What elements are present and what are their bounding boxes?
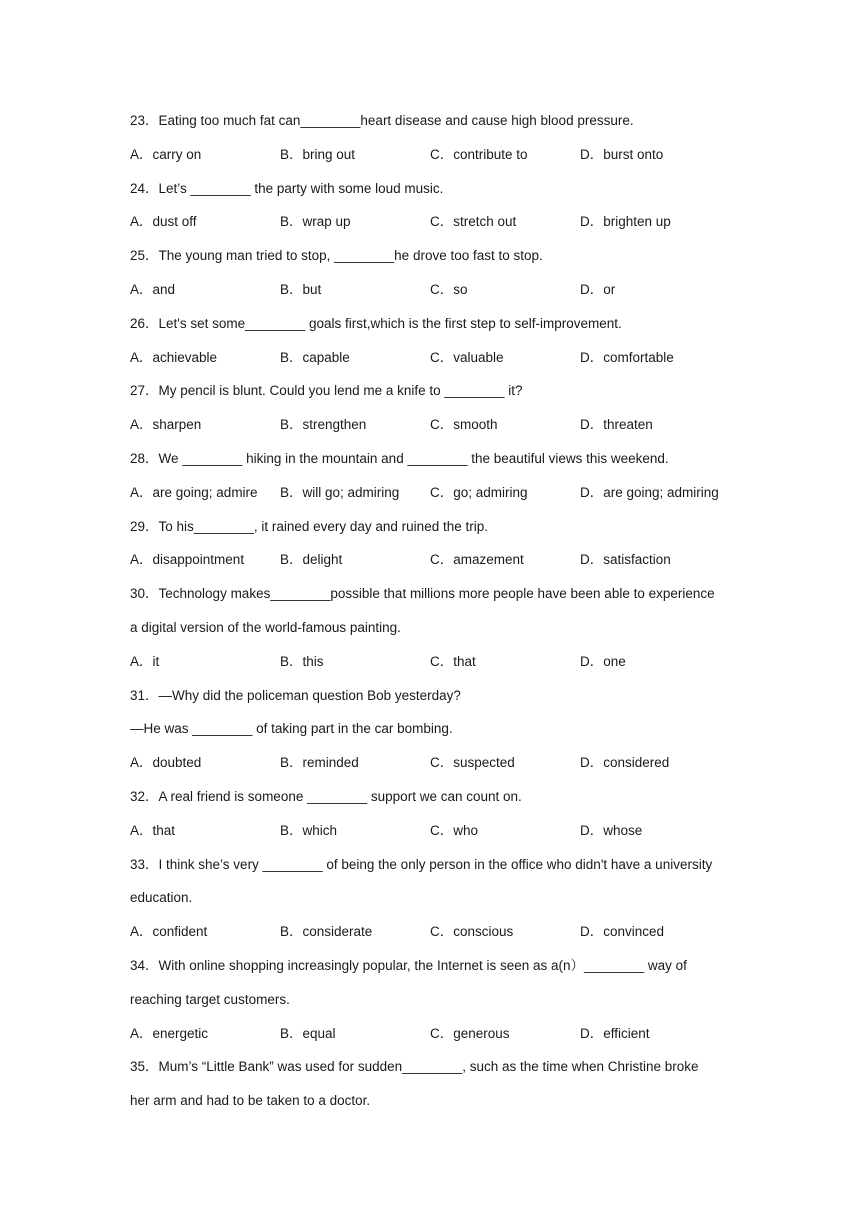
answer-option[interactable]: C．that bbox=[430, 653, 476, 669]
answer-option[interactable]: B．capable bbox=[280, 349, 350, 365]
answer-option[interactable]: A．confident bbox=[130, 924, 208, 940]
answer-option[interactable]: A．that bbox=[130, 822, 176, 838]
question-item bbox=[130, 949, 740, 1050]
answer-options bbox=[130, 341, 740, 375]
answer-option[interactable]: D．convinced bbox=[580, 924, 665, 940]
answer-option[interactable]: D．considered bbox=[580, 755, 670, 771]
answer-option[interactable]: A．sharpen bbox=[130, 417, 202, 433]
answer-option[interactable]: C．smooth bbox=[430, 417, 498, 433]
question-stem-line: reaching target customers. bbox=[130, 991, 290, 1007]
answer-option[interactable]: B．which bbox=[280, 822, 338, 838]
question-item bbox=[130, 239, 740, 307]
answer-option[interactable]: A．and bbox=[130, 281, 176, 297]
question-stem-line: 25．The young man tried to stop, ________he drove too fast to stop. bbox=[130, 248, 543, 264]
question-stem-line: 29．To his________, it rained every day and ruined the trip. bbox=[130, 518, 488, 534]
answer-option[interactable]: D．threaten bbox=[580, 417, 653, 433]
answer-option[interactable]: C．valuable bbox=[430, 349, 504, 365]
answer-option[interactable]: B．bring out bbox=[280, 146, 356, 162]
answer-option[interactable]: B．equal bbox=[280, 1025, 336, 1041]
answer-option[interactable]: A．achievable bbox=[130, 349, 218, 365]
answer-options bbox=[130, 645, 740, 679]
answer-options bbox=[130, 543, 740, 577]
answer-option[interactable]: D．are going; admiring bbox=[580, 484, 719, 500]
answer-option[interactable]: A．are going; admire bbox=[130, 484, 258, 500]
answer-option[interactable]: B．reminded bbox=[280, 755, 359, 771]
answer-option[interactable]: A．energetic bbox=[130, 1025, 209, 1041]
question-list bbox=[130, 104, 740, 1118]
question-stem-line: 33．I think she’s very ________ of being the only person in the office who didn't have a university bbox=[130, 856, 713, 872]
answer-option[interactable]: A．doubted bbox=[130, 755, 202, 771]
answer-options bbox=[130, 746, 740, 780]
question-stem-line: 34．With online shopping increasingly popular, the Internet is seen as a(n）________ way of bbox=[130, 957, 687, 973]
question-item bbox=[130, 780, 740, 848]
question-stem-line: 26．Let's set some________ goals first,which is the first step to self-improvement. bbox=[130, 315, 622, 331]
question-stem-line: 30．Technology makes________possible that millions more people have been able to experience bbox=[130, 586, 715, 602]
answer-options bbox=[130, 408, 740, 442]
question-stem-line: 31．—Why did the policeman question Bob yesterday? bbox=[130, 687, 461, 703]
question-stem-line: 27．My pencil is blunt. Could you lend me a knife to ________ it? bbox=[130, 383, 523, 399]
answer-option[interactable]: C．amazement bbox=[430, 552, 524, 568]
answer-options bbox=[130, 205, 740, 239]
answer-option[interactable]: C．who bbox=[430, 822, 479, 838]
answer-option[interactable]: D．burst onto bbox=[580, 146, 664, 162]
question-item bbox=[130, 679, 740, 780]
answer-option[interactable]: D．one bbox=[580, 653, 626, 669]
question-stem-line: 32．A real friend is someone ________ support we can count on. bbox=[130, 788, 522, 804]
answer-options bbox=[130, 915, 740, 949]
question-stem-line: a digital version of the world-famous painting. bbox=[130, 619, 401, 635]
question-stem-line: 35．Mum’s “Little Bank” was used for sudden________, such as the time when Christine broke bbox=[130, 1059, 699, 1075]
question-item bbox=[130, 104, 740, 172]
answer-option[interactable]: A．dust off bbox=[130, 214, 197, 230]
answer-option[interactable]: C．conscious bbox=[430, 924, 514, 940]
question-item bbox=[130, 374, 740, 442]
answer-options bbox=[130, 476, 740, 510]
question-stem-line: education. bbox=[130, 890, 193, 906]
answer-option[interactable]: D．whose bbox=[580, 822, 643, 838]
question-item bbox=[130, 172, 740, 240]
answer-options bbox=[130, 138, 740, 172]
answer-option[interactable]: C．stretch out bbox=[430, 214, 517, 230]
question-stem-line: 23．Eating too much fat can________heart disease and cause high blood pressure. bbox=[130, 113, 634, 128]
question-stem-line: 28．We ________ hiking in the mountain and ________ the beautiful views this weekend. bbox=[130, 450, 669, 466]
answer-option[interactable]: B．considerate bbox=[280, 924, 373, 940]
answer-option[interactable]: B．will go; admiring bbox=[280, 484, 400, 500]
answer-option[interactable]: C．go; admiring bbox=[430, 484, 528, 500]
question-item bbox=[130, 1050, 740, 1118]
answer-option[interactable]: D．efficient bbox=[580, 1025, 650, 1041]
answer-option[interactable]: A．disappointment bbox=[130, 552, 245, 568]
answer-option[interactable]: B．delight bbox=[280, 552, 343, 568]
answer-options bbox=[130, 1017, 740, 1051]
question-item bbox=[130, 510, 740, 578]
answer-option[interactable]: B．but bbox=[280, 281, 322, 297]
answer-options bbox=[130, 814, 740, 848]
answer-option[interactable]: D．or bbox=[580, 281, 616, 297]
question-stem-line: —He was ________ of taking part in the car bombing. bbox=[130, 721, 453, 737]
answer-option[interactable]: B．strengthen bbox=[280, 417, 367, 433]
answer-option[interactable]: D．comfortable bbox=[580, 349, 674, 365]
answer-option[interactable]: B．wrap up bbox=[280, 214, 351, 230]
answer-option[interactable]: C．generous bbox=[430, 1025, 510, 1041]
answer-option[interactable]: C．contribute to bbox=[430, 146, 528, 162]
answer-option[interactable]: C．suspected bbox=[430, 755, 515, 771]
question-item bbox=[130, 577, 740, 678]
question-item bbox=[130, 307, 740, 375]
question-stem-line: 24．Let’s ________ the party with some loud music. bbox=[130, 180, 444, 196]
answer-option[interactable]: D．brighten up bbox=[580, 214, 671, 230]
answer-option[interactable]: C．so bbox=[430, 281, 468, 297]
question-item bbox=[130, 848, 740, 949]
question-stem-line: her arm and had to be taken to a doctor. bbox=[130, 1093, 371, 1109]
answer-option[interactable]: A．it bbox=[130, 653, 160, 669]
question-item bbox=[130, 442, 740, 510]
answer-option[interactable]: B．this bbox=[280, 653, 324, 669]
answer-option[interactable]: D．satisfaction bbox=[580, 552, 671, 568]
answer-option[interactable]: A．carry on bbox=[130, 146, 202, 162]
answer-options bbox=[130, 273, 740, 307]
